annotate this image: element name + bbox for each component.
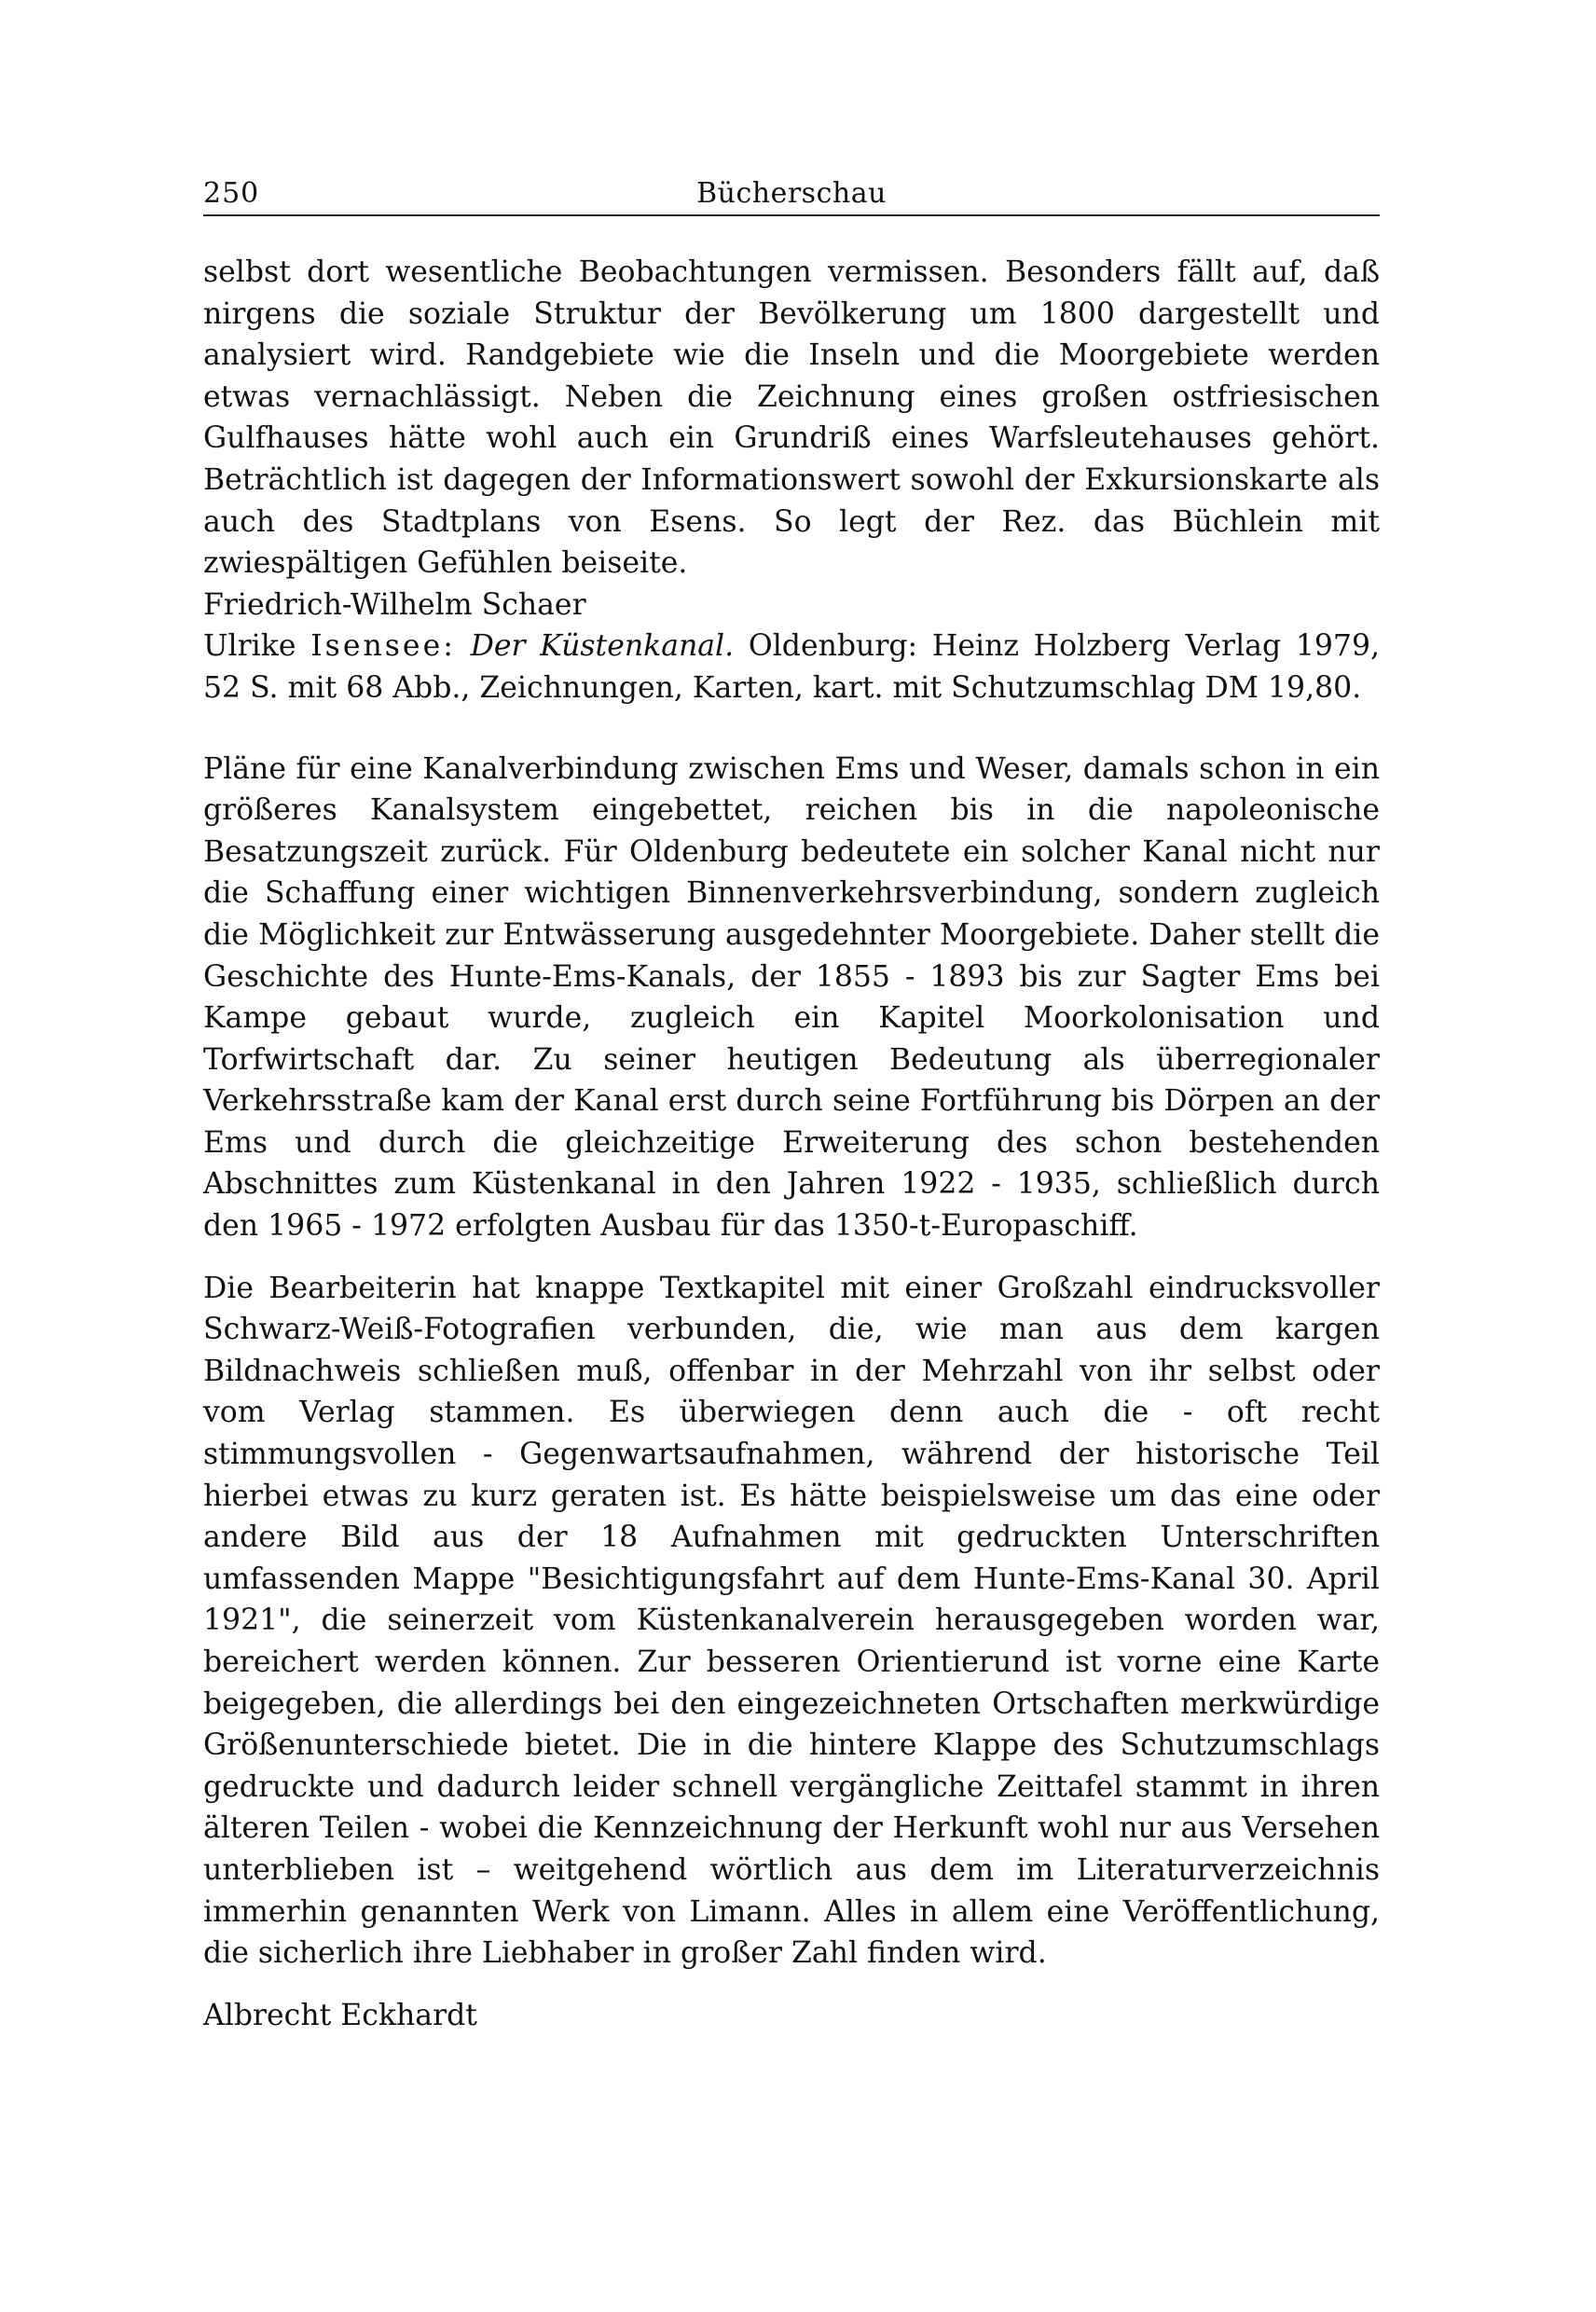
page-number: 250 (203, 177, 260, 210)
entry-author-last: Isensee: (310, 629, 456, 664)
entry-title: Der Küstenkanal. (470, 629, 735, 664)
page-content (203, 252, 1380, 2036)
entry-details: Oldenburg: Heinz Holzberg Verlag 1979, 52 S. mit 68 Abb., Zeichnungen, Karten, kart. mit Schutzumschlag DM 19,80. (203, 629, 1381, 705)
review-one-signature: Friedrich-Wilhelm Schaer (203, 587, 586, 622)
entry-author-first: Ulrike (203, 629, 296, 664)
review-two-signature: Albrecht Eckhardt (203, 1998, 477, 2032)
review-two-paragraph-2: Die Bearbeiterin hat knappe Textkapitel mit einer Großzahl eindrucksvoller Schwarz-Weiß-Fotografien verbunden, die, wie man aus dem kargen Bildnachweis schließen muß, offenbar in der Mehrzahl von ihr selbst oder vom Verlag stammen. Es überwiegen denn auch die - oft recht stimmungsvollen - Gegenwartsaufnahmen, während der historische Teil hierbei etwas zu kurz geraten ist. Es hätte beispielsweise um das eine oder andere Bild aus der 18 Aufnahmen mit gedruckten Unterschriften umfassenden Mappe "Besichtigungsfahrt auf dem Hunte-Ems-Kanal 30. April 1921", die seinerzeit vom Küstenkanalverein herausgegeben worden war, bereichert werden können. Zur besseren Orientierund ist vorne eine Karte beigegeben, die allerdings bei den eingezeichneten Ortschaften merkwürdige Größenunterschiede bietet. Die in die hintere Klappe des Schutzumschlags gedruckte und dadurch leider schnell vergängliche Zeittafel stammt in ihren älteren Teilen - wobei die Kennzeichnung der Herkunft wohl nur aus Versehen unterblieben ist – weitgehend wörtlich aus dem im Literaturverzeichnis immerhin genannten Werk von Limann. Alles in allem eine Veröffentlichung, die sicherlich ihre Liebhaber in großer Zahl finden wird. (203, 1271, 1380, 1971)
bibliographic-entry (203, 626, 1380, 709)
review-two-paragraph-1: Pläne für eine Kanalverbindung zwischen Ems und Weser, damals schon in ein größeres Kanalsystem eingebettet, reichen bis in die napoleonische Besatzungszeit zurück. Für Oldenburg bedeutete ein solcher Kanal nicht nur die Schaffung einer wichtigen Binnenverkehrsverbindung, sondern zugleich die Möglichkeit zur Entwässerung ausgedehnter Moorgebiete. Daher stellt die Geschichte des Hunte-Ems-Kanals, der 1855 - 1893 bis zur Sagter Ems bei Kampe gebaut wurde, zugleich ein Kapitel Moorkolonisation und Torfwirtschaft dar. Zu seiner heutigen Bedeutung als überregionaler Verkehrsstraße kam der Kanal erst durch seine Fortführung bis Dörpen an der Ems und durch die gleichzeitige Erweiterung des schon bestehenden Abschnittes zum Küstenkanal in den Jahren 1922 - 1935, schließlich durch den 1965 - 1972 erfolgten Ausbau für das 1350-t-Europaschiff. (203, 751, 1380, 1244)
review-two (203, 749, 1380, 2037)
page-header (203, 166, 1380, 216)
review-one (203, 252, 1380, 626)
running-title: Bücherschau (696, 177, 887, 210)
review-one-paragraph: selbst dort wesentliche Beobachtungen vermissen. Besonders fällt auf, daß nirgens die soziale Struktur der Bevölkerung um 1800 dargestellt und analysiert wird. Randgebiete wie die Inseln und die Moorgebiete werden etwas vernachlässigt. Neben die Zeichnung eines großen ostfriesischen Gulfhauses hätte wohl auch ein Grundriß eines Warfsleutehauses gehört. Beträchtlich ist dagegen der Informationswert sowohl der Exkursionskarte als auch des Stadtplans von Esens. So legt der Rez. das Büchlein mit zwiespältigen Gefühlen beiseite. (203, 255, 1380, 581)
